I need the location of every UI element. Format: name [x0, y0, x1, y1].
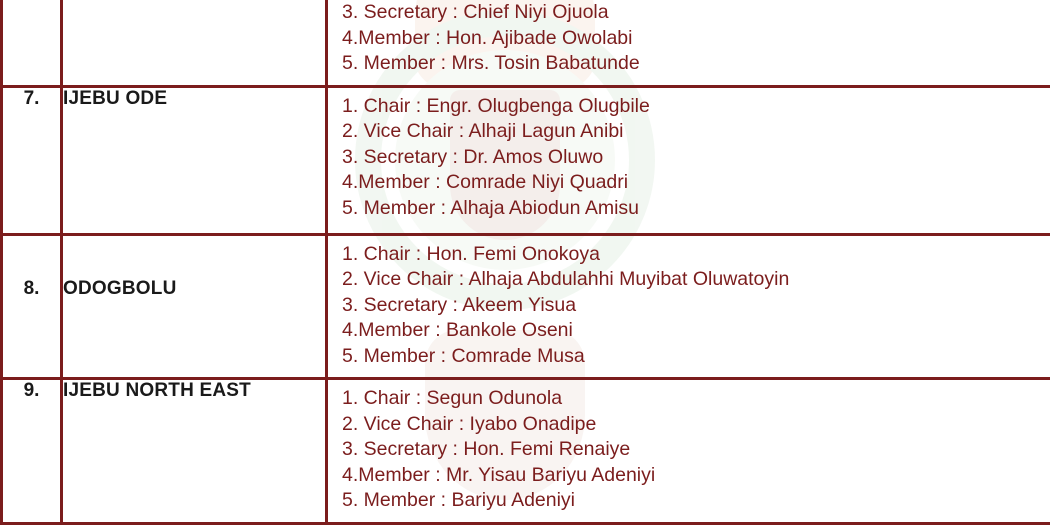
row-lga-name	[62, 0, 327, 86]
row-serial-number: 9.	[2, 379, 62, 524]
officer-line: 3. Secretary : Chief Niyi Ojuola	[342, 1, 609, 23]
row-lga-name: IJEBU NORTH EAST	[62, 379, 327, 524]
officer-line: 2. Vice Chair : Iyabo Onadipe	[342, 412, 597, 435]
row-officers-cell	[327, 379, 1050, 524]
row-officers-cell	[327, 0, 1050, 86]
table-row	[2, 379, 1050, 524]
row-lga-name: ODOGBOLU	[62, 234, 327, 379]
officer-line: 4.Member : Bankole Oseni	[342, 319, 573, 341]
officer-line: 5. Member : Comrade Musa	[342, 344, 585, 367]
officer-line: 5. Member : Bariyu Adeniyi	[342, 489, 576, 511]
row-serial-number: 7.	[2, 86, 62, 234]
officers-list	[328, 380, 1050, 522]
officer-line: 5. Member : Mrs. Tosin Babatunde	[342, 52, 640, 74]
officer-line: 2. Vice Chair : Alhaji Lagun Anibi	[342, 120, 624, 142]
row-officers-cell	[327, 86, 1050, 234]
officer-line: 3. Secretary : Dr. Amos Oluwo	[342, 145, 604, 168]
officer-line: 2. Vice Chair : Alhaja Abdulahhi Muyibat Oluwatoyin	[342, 268, 790, 290]
officers-list	[328, 88, 1050, 230]
officers-list	[328, 0, 1050, 85]
row-officers-cell	[327, 234, 1050, 379]
officer-line: 5. Member : Alhaja Abiodun Amisu	[342, 196, 640, 219]
officer-line: 4.Member : Comrade Niyi Quadri	[342, 171, 629, 193]
officer-line: 4.Member : Mr. Yisau Bariyu Adeniyi	[342, 463, 656, 486]
officer-line: 3. Secretary : Akeem Yisua	[342, 293, 577, 316]
table-row	[2, 0, 1050, 86]
row-serial-number	[2, 0, 62, 86]
row-serial-number: 8.	[2, 234, 62, 379]
officer-line: 1. Chair : Hon. Femi Onokoya	[342, 242, 600, 265]
row-lga-name: IJEBU ODE	[62, 86, 327, 234]
officer-line: 3. Secretary : Hon. Femi Renaiye	[342, 438, 631, 460]
officers-list	[328, 236, 1050, 378]
officer-line: 4.Member : Hon. Ajibade Owolabi	[342, 26, 633, 49]
table-row	[2, 234, 1050, 379]
officer-line: 1. Chair : Segun Odunola	[342, 387, 563, 409]
table-row	[2, 86, 1050, 234]
officer-line: 1. Chair : Engr. Olugbenga Olugbile	[342, 94, 650, 117]
